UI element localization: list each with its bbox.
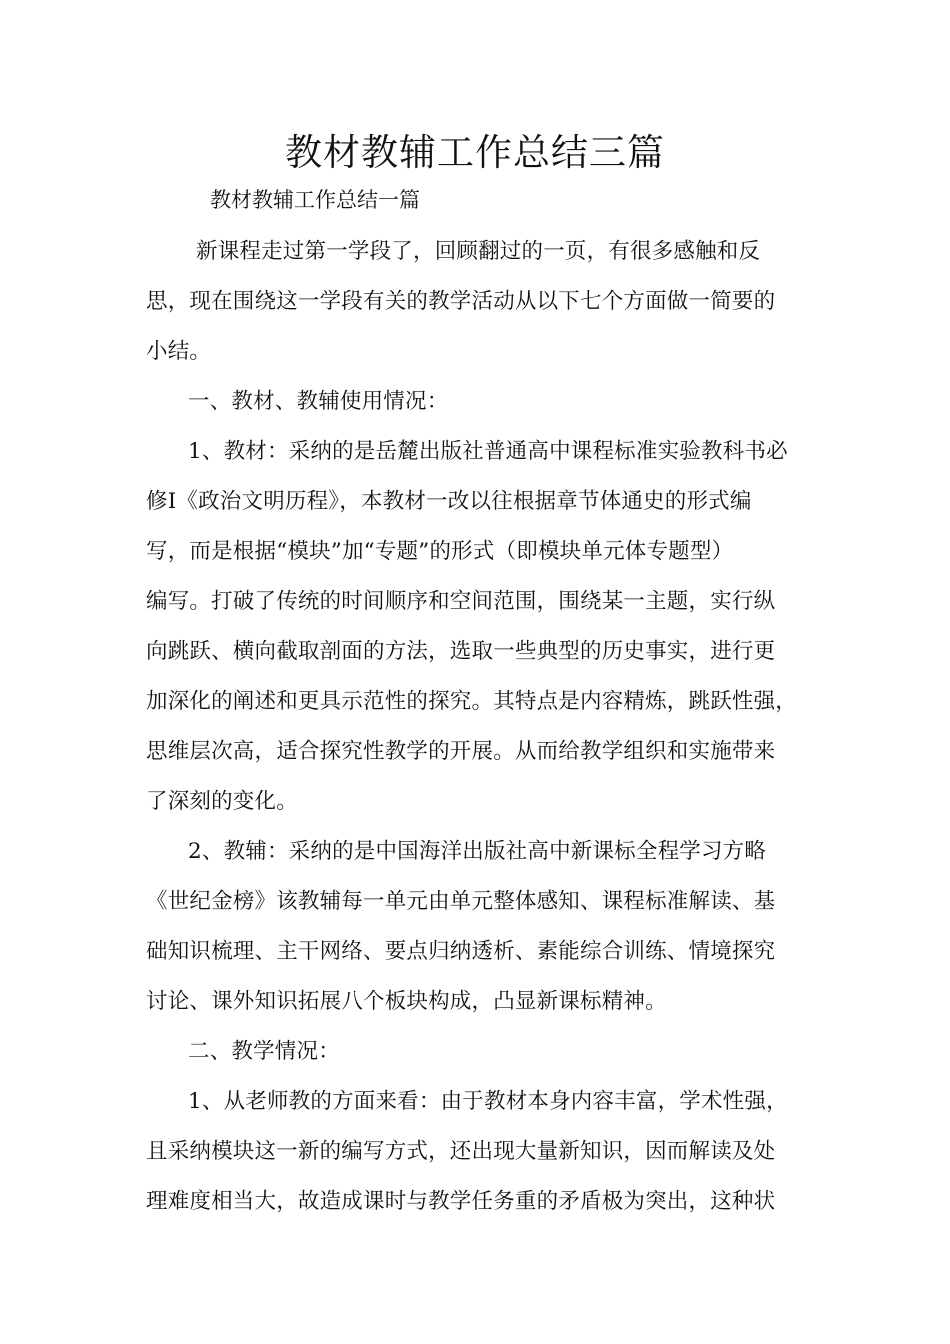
paragraph-line: 了深刻的变化。 bbox=[146, 789, 298, 814]
paragraph-line: 加深化的阐述和更具示范性的探究。其特点是内容精炼，跳跃性强， bbox=[146, 689, 798, 714]
paragraph-line: 修Ⅰ《政治文明历程》，本教材一改以往根据章节体通史的形式编 bbox=[146, 489, 752, 514]
paragraph-line: 思维层次高，适合探究性教学的开展。从而给教学组织和实施带来 bbox=[146, 739, 776, 764]
document-title: 教材教辅工作总结三篇 bbox=[285, 131, 665, 174]
paragraph-line: 且采纳模块这一新的编写方式，还出现大量新知识，因而解读及处 bbox=[146, 1139, 776, 1164]
paragraph-line: 《世纪金榜》该教辅每一单元由单元整体感知、课程标准解读、基 bbox=[146, 889, 776, 914]
paragraph-line: 1、从老师教的方面来看：由于教材本身内容丰富，学术性强， bbox=[188, 1089, 788, 1114]
paragraph-line: 2、教辅：采纳的是中国海洋出版社高中新课标全程学习方略 bbox=[188, 839, 767, 864]
paragraph-line: 理难度相当大，故造成课时与教学任务重的矛盾极为突出，这种状 bbox=[146, 1189, 776, 1214]
paragraph-line: 础知识梳理、主干网络、要点归纳透析、素能综合训练、情境探究 bbox=[146, 939, 776, 964]
paragraph-line: 编写。打破了传统的时间顺序和空间范围，围绕某一主题，实行纵 bbox=[146, 589, 776, 614]
paragraph-line: 新课程走过第一学段了，回顾翻过的一页，有很多感触和反 bbox=[196, 239, 761, 264]
paragraph-line: 讨论、课外知识拓展八个板块构成，凸显新课标精神。 bbox=[146, 989, 667, 1014]
section-heading: 二、教学情况： bbox=[188, 1039, 340, 1064]
paragraph-line: 1、教材：采纳的是岳麓出版社普通高中课程标准实验教科书必 bbox=[188, 439, 788, 464]
paragraph-line: 思，现在围绕这一学段有关的教学活动从以下七个方面做一简要的 bbox=[146, 289, 776, 314]
paragraph-line: 向跳跃、横向截取剖面的方法，选取一些典型的历史事实，进行更 bbox=[146, 639, 776, 664]
document-subtitle: 教材教辅工作总结一篇 bbox=[210, 188, 420, 212]
paragraph-line: 写，而是根据“模块”加“专题”的形式（即模块单元体专题型） bbox=[146, 539, 734, 564]
paragraph-line: 小结。 bbox=[146, 339, 212, 364]
section-heading: 一、教材、教辅使用情况： bbox=[188, 389, 449, 414]
